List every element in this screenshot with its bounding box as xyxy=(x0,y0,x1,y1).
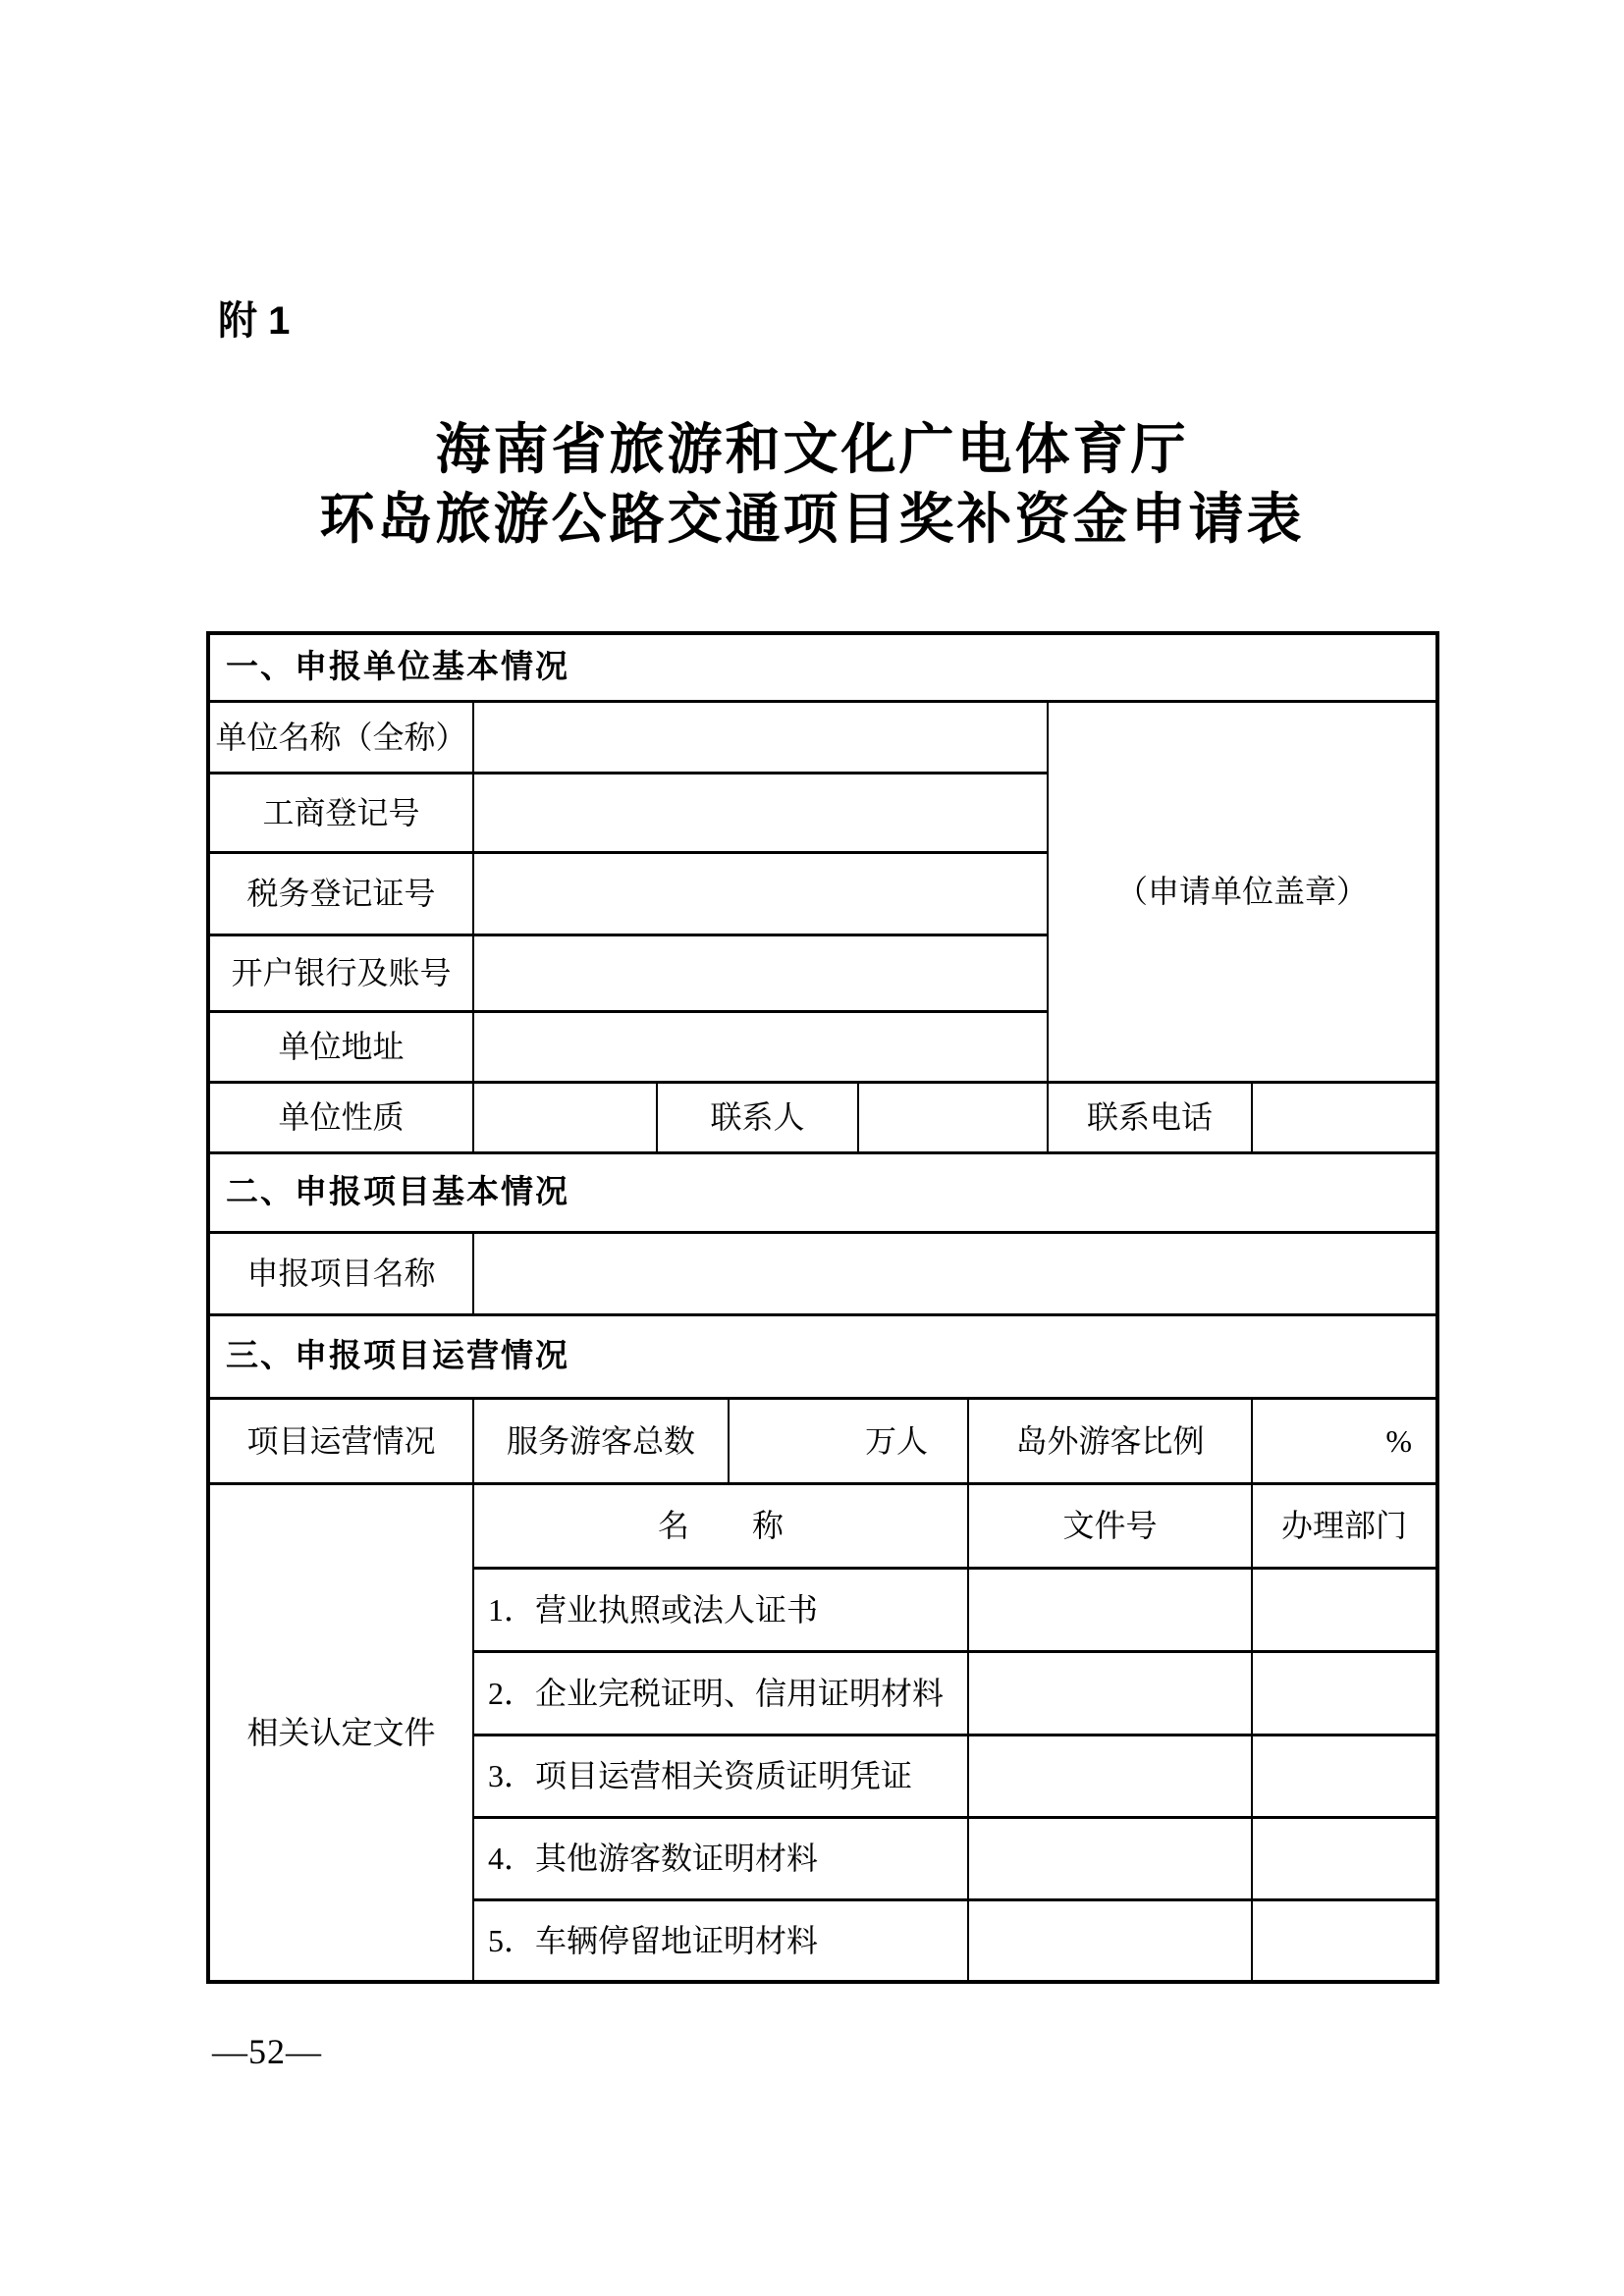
doc-item-3: 3．项目运营相关资质证明凭证 xyxy=(473,1735,968,1817)
stamp-cell: （申请单位盖章） xyxy=(1048,701,1437,1082)
doc-dept-cell-1 xyxy=(1252,1568,1437,1651)
page-number: —52— xyxy=(212,2032,322,2071)
form-title-line2: 环岛旅游公路交通项目奖补资金申请表 xyxy=(319,490,1305,551)
doc-fileno-cell-3 xyxy=(968,1735,1252,1817)
offisland-unit-cell: % xyxy=(1252,1398,1437,1483)
doc-item-2: 2．企业完税证明、信用证明材料 xyxy=(473,1651,968,1735)
unit-name-value-cell xyxy=(473,701,1048,773)
doc-item-5: 5．车辆停留地证明材料 xyxy=(473,1899,968,1982)
doc-dept-cell-2 xyxy=(1252,1651,1437,1735)
section1-header-row xyxy=(208,633,1437,701)
bank-value-cell xyxy=(473,934,1048,1011)
section3-header-row xyxy=(208,1314,1437,1398)
section3-header: 三、申报项目运营情况 xyxy=(208,1314,1437,1398)
visitors-label: 服务游客总数 xyxy=(473,1398,729,1483)
section2-header-row xyxy=(208,1152,1437,1232)
bank-label: 开户银行及账号 xyxy=(208,934,473,1011)
doc-dept-cell-3 xyxy=(1252,1735,1437,1817)
application-form-table xyxy=(206,631,1439,1984)
doc-item-1: 1．营业执照或法人证书 xyxy=(473,1568,968,1651)
visitors-unit-cell: 万人 xyxy=(729,1398,968,1483)
doc-dept-cell-4 xyxy=(1252,1817,1437,1899)
section2-header: 二、申报项目基本情况 xyxy=(208,1152,1437,1232)
project-name-label: 申报项目名称 xyxy=(208,1232,473,1314)
nature-value-cell xyxy=(473,1082,657,1152)
tax-reg-label: 税务登记证号 xyxy=(208,852,473,934)
docs-label: 相关认定文件 xyxy=(208,1483,473,1982)
doc-dept-cell-5 xyxy=(1252,1899,1437,1982)
docs-header-name: 名 称 xyxy=(473,1483,968,1568)
phone-label: 联系电话 xyxy=(1048,1082,1252,1152)
nature-contact-row xyxy=(208,1082,1437,1152)
docs-header-row xyxy=(208,1483,1437,1568)
docs-header-dept: 办理部门 xyxy=(1252,1483,1437,1568)
address-label: 单位地址 xyxy=(208,1011,473,1082)
attachment-label: 附 1 xyxy=(218,299,291,343)
operation-row xyxy=(208,1398,1437,1483)
business-reg-value-cell xyxy=(473,773,1048,852)
unit-name-label: 单位名称（全称） xyxy=(208,701,473,773)
business-reg-label: 工商登记号 xyxy=(208,773,473,852)
project-name-row xyxy=(208,1232,1437,1314)
section1-header: 一、申报单位基本情况 xyxy=(208,633,1437,701)
form-title xyxy=(0,416,1624,556)
nature-label: 单位性质 xyxy=(208,1082,473,1152)
contact-value-cell xyxy=(858,1082,1048,1152)
docs-header-fileno: 文件号 xyxy=(968,1483,1252,1568)
address-value-cell xyxy=(473,1011,1048,1082)
operation-label: 项目运营情况 xyxy=(208,1398,473,1483)
phone-value-cell xyxy=(1252,1082,1437,1152)
contact-label: 联系人 xyxy=(657,1082,858,1152)
doc-fileno-cell-5 xyxy=(968,1899,1252,1982)
offisland-label: 岛外游客比例 xyxy=(968,1398,1252,1483)
unit-name-row xyxy=(208,701,1437,773)
doc-fileno-cell-1 xyxy=(968,1568,1252,1651)
doc-item-4: 4．其他游客数证明材料 xyxy=(473,1817,968,1899)
form-title-line1: 海南省旅游和文化广电体育厅 xyxy=(435,420,1189,481)
doc-fileno-cell-4 xyxy=(968,1817,1252,1899)
doc-fileno-cell-2 xyxy=(968,1651,1252,1735)
tax-reg-value-cell xyxy=(473,852,1048,934)
project-name-value-cell xyxy=(473,1232,1437,1314)
